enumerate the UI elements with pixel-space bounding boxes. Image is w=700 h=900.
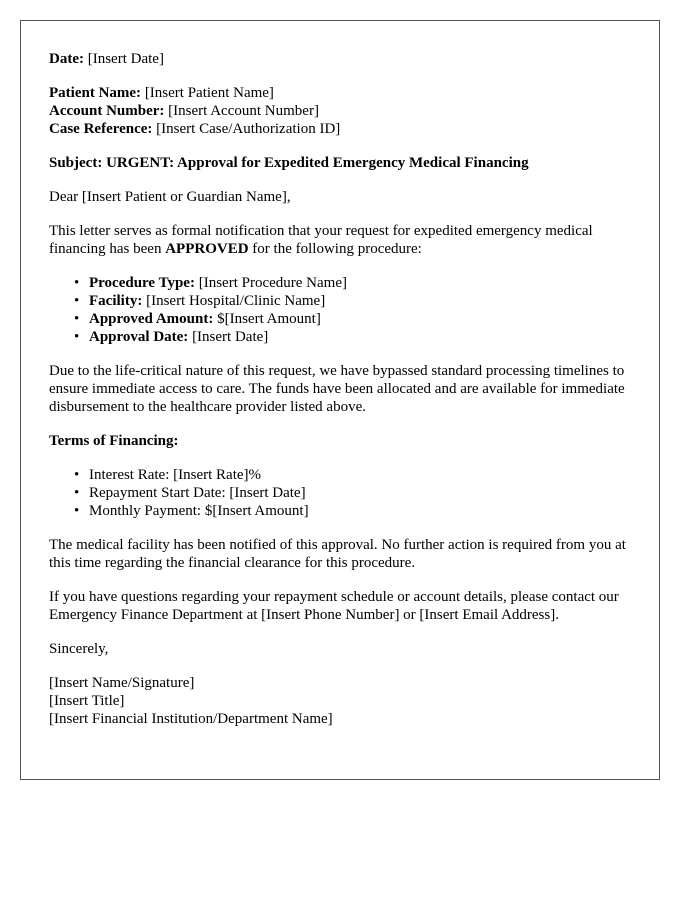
- subject-text: Subject: URGENT: Approval for Expedited Emergency Medical Financing: [49, 155, 529, 171]
- signature-name: [Insert Name/Signature]: [49, 675, 195, 691]
- approval-date-value: [Insert Date]: [192, 329, 269, 345]
- intro-text-after: for the following procedure:: [252, 241, 422, 257]
- bullet-icon: •: [74, 275, 80, 291]
- procedure-type-label: Procedure Type:: [89, 275, 195, 291]
- terms-list: [49, 466, 631, 520]
- facility-value: [Insert Hospital/Clinic Name]: [146, 293, 326, 309]
- critical-paragraph: [49, 362, 631, 416]
- terms-heading: [49, 432, 631, 450]
- approved-amount-label: Approved Amount:: [89, 311, 214, 327]
- letter-document: [20, 20, 660, 780]
- salutation: [49, 188, 631, 206]
- list-item: [74, 484, 631, 502]
- questions-paragraph-text: If you have questions regarding your repayment schedule or account details, please contact our Emergency Finance Department at [Insert Phone Number] or [Insert Email Address].: [49, 589, 619, 623]
- notified-paragraph: [49, 536, 631, 572]
- bullet-icon: •: [74, 485, 80, 501]
- subject-line: [49, 154, 631, 172]
- patient-name-label: Patient Name:: [49, 85, 142, 101]
- list-item: [74, 274, 631, 292]
- closing: [49, 640, 631, 658]
- date-label: Date:: [49, 51, 84, 67]
- facility-label: Facility:: [89, 293, 143, 309]
- bullet-icon: •: [74, 329, 80, 345]
- closing-text: Sincerely,: [49, 641, 109, 657]
- patient-name-line: [49, 84, 631, 102]
- terms-heading-text: Terms of Financing:: [49, 433, 179, 449]
- bullet-icon: •: [74, 503, 80, 519]
- patient-name-value: [Insert Patient Name]: [144, 85, 274, 101]
- questions-paragraph: [49, 588, 631, 624]
- date-value: [Insert Date]: [87, 51, 164, 67]
- interest-rate-text: Interest Rate: [Insert Rate]%: [89, 467, 262, 483]
- bullet-icon: •: [74, 293, 80, 309]
- intro-text-before: This letter serves as formal notification that your request for expedited emergency medical financing has been: [49, 223, 593, 257]
- signature-block: [49, 674, 631, 728]
- approval-date-label: Approval Date:: [89, 329, 189, 345]
- case-reference-line: [49, 120, 631, 138]
- repayment-start-text: Repayment Start Date: [Insert Date]: [89, 485, 306, 501]
- intro-paragraph: [49, 222, 631, 258]
- salutation-text: Dear [Insert Patient or Guardian Name],: [49, 189, 291, 205]
- account-number-value: [Insert Account Number]: [168, 103, 319, 119]
- procedure-type-value: [Insert Procedure Name]: [198, 275, 347, 291]
- notified-paragraph-text: The medical facility has been notified of this approval. No further action is required from you at this time regarding the financial clearance for this procedure.: [49, 537, 626, 571]
- monthly-payment-text: Monthly Payment: $[Insert Amount]: [89, 503, 309, 519]
- bullet-icon: •: [74, 311, 80, 327]
- procedure-details-list: [49, 274, 631, 346]
- account-number-label: Account Number:: [49, 103, 165, 119]
- account-number-line: [49, 102, 631, 120]
- critical-paragraph-text: Due to the life-critical nature of this request, we have bypassed standard processing timelines to ensure immediate access to care. The funds have been allocated and are available for immediate disbursement to the healthcare provider listed above.: [49, 363, 625, 415]
- patient-info: [49, 84, 631, 138]
- list-item: [74, 292, 631, 310]
- approved-amount-value: $[Insert Amount]: [217, 311, 321, 327]
- list-item: [74, 466, 631, 484]
- date-line: [49, 50, 631, 68]
- list-item: [74, 328, 631, 346]
- signature-institution: [Insert Financial Institution/Department Name]: [49, 711, 333, 727]
- list-item: [74, 310, 631, 328]
- case-reference-value: [Insert Case/Authorization ID]: [156, 121, 341, 137]
- list-item: [74, 502, 631, 520]
- case-reference-label: Case Reference:: [49, 121, 153, 137]
- bullet-icon: •: [74, 467, 80, 483]
- approved-emphasis: APPROVED: [165, 241, 249, 257]
- signature-title: [Insert Title]: [49, 693, 125, 709]
